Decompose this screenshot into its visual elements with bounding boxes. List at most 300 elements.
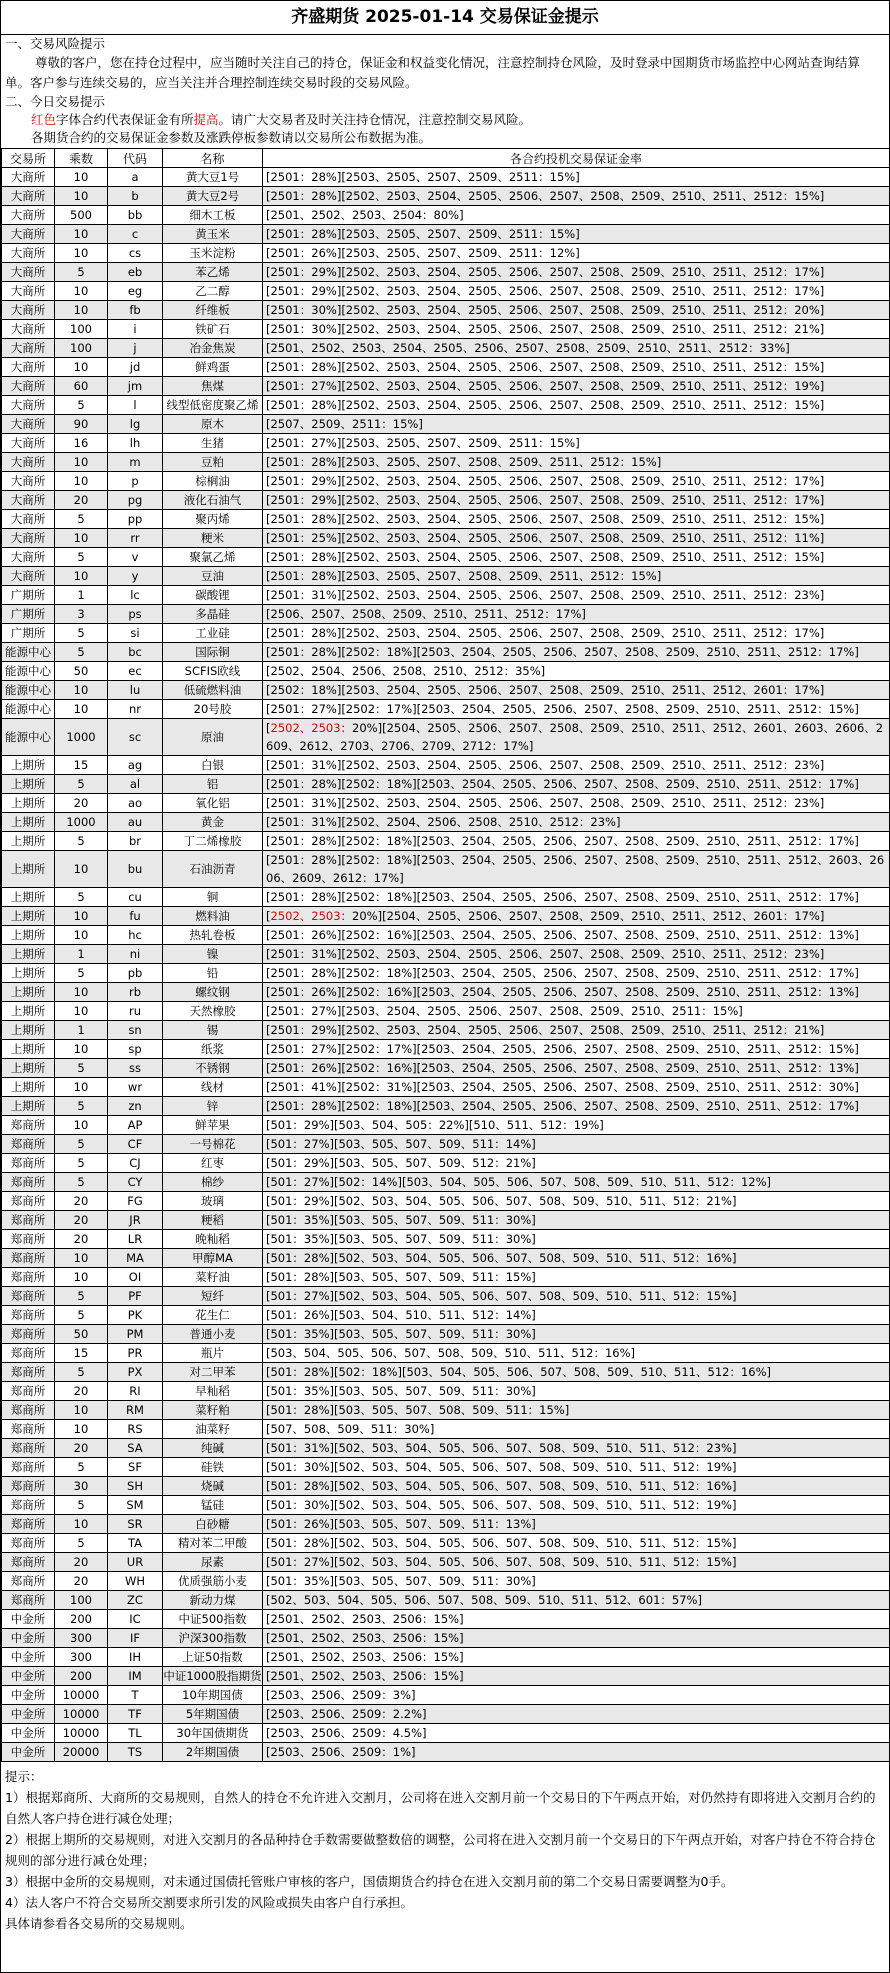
rate-segment: [2503、2504、2505、2506、2507、2508、2509、2510、2511、2512：17%] xyxy=(416,966,859,980)
cell-exchange: 中金所 xyxy=(2,1648,55,1667)
cell-exchange: 上期所 xyxy=(2,888,55,907)
cell-multiplier: 20 xyxy=(55,1211,108,1230)
rate-segment: [501：28%] xyxy=(266,1270,334,1284)
rate-segment: [501：28%] xyxy=(266,1365,334,1379)
rate-segment: [2502：17%] xyxy=(341,1042,417,1056)
cell-exchange: 能源中心 xyxy=(2,719,55,756)
cell-name: 甲醇MA xyxy=(163,1249,263,1268)
rate-segment: [502、503、504、505、506、507、508、509、510、511、512、601：57%] xyxy=(266,1593,702,1607)
margin-table xyxy=(1,148,890,1762)
cell-exchange: 中金所 xyxy=(2,1686,55,1705)
cell-margin-rates xyxy=(263,888,890,907)
note-4: 4）法人客户不符合交易所交割要求所引发的风险或损失由客户自行承担。 xyxy=(5,1895,413,1910)
header-code: 代码 xyxy=(108,149,163,168)
rate-segment: [502、503、504、505、506、507、508、509、510、511、512：16%] xyxy=(333,1479,737,1493)
cell-code: eb xyxy=(108,263,163,282)
cell-multiplier: 5 xyxy=(55,964,108,983)
cell-code: PM xyxy=(108,1325,163,1344)
rate-segment: [501：29%] xyxy=(266,1118,334,1132)
cell-multiplier: 5 xyxy=(55,1135,108,1154)
rate-segment: [2501：28%] xyxy=(266,170,342,184)
cell-multiplier: 10 xyxy=(55,244,108,263)
table-row xyxy=(2,1572,890,1591)
cell-code: bb xyxy=(108,206,163,225)
cell-code: c xyxy=(108,225,163,244)
cell-name: 国际铜 xyxy=(163,643,263,662)
rate-segment: [501：29%] xyxy=(266,1156,334,1170)
cell-code: ss xyxy=(108,1059,163,1078)
rate-segment: [503、505、507、509、511：30%] xyxy=(333,1232,536,1246)
table-row xyxy=(2,907,890,926)
table-body xyxy=(2,168,890,1762)
cell-multiplier: 20 xyxy=(55,1439,108,1458)
rate-segment: [501：29%] xyxy=(266,1194,334,1208)
rate-segment: [2501：28%] xyxy=(266,853,342,867)
rate-segment: [2502、2504、2506、2508、2510、2512：35%] xyxy=(266,664,546,678)
cell-code: m xyxy=(108,453,163,472)
cell-margin-rates xyxy=(263,396,890,415)
rate-segment: [501：35%] xyxy=(266,1327,334,1341)
cell-exchange: 郑商所 xyxy=(2,1458,55,1477)
note-5: 具体请参看各交易所的交易规则。 xyxy=(5,1916,193,1931)
cell-multiplier: 20 xyxy=(55,491,108,510)
cell-multiplier: 1000 xyxy=(55,719,108,756)
table-row xyxy=(2,964,890,983)
table-row xyxy=(2,1420,890,1439)
cell-multiplier: 1 xyxy=(55,586,108,605)
cell-name: 热轧卷板 xyxy=(163,926,263,945)
cell-multiplier: 5 xyxy=(55,1496,108,1515)
table-row xyxy=(2,813,890,832)
cell-exchange: 郑商所 xyxy=(2,1534,55,1553)
cell-name: 红枣 xyxy=(163,1154,263,1173)
cell-exchange: 大商所 xyxy=(2,320,55,339)
cell-code: IF xyxy=(108,1629,163,1648)
rate-segment: [2501：28%] xyxy=(266,834,342,848)
cell-margin-rates xyxy=(263,1040,890,1059)
rate-segment: [2502：16%] xyxy=(341,1061,417,1075)
cell-multiplier: 5 xyxy=(55,263,108,282)
rate-segment: [2501：28%] xyxy=(266,645,342,659)
rate-segment: [2502：17%] xyxy=(341,702,417,716)
risk-heading: 一、交易风险提示 xyxy=(5,36,106,51)
table-row xyxy=(2,1477,890,1496)
cell-code: TA xyxy=(108,1534,163,1553)
table-row xyxy=(2,1173,890,1192)
cell-multiplier: 10 xyxy=(55,282,108,301)
cell-multiplier: 10 xyxy=(55,1116,108,1135)
risk-text: 尊敬的客户，您在持仓过程中，应当随时关注自己的持仓，保证金和权益变化情况，注意控制持仓风险，及时登录中国期货市场监控中心网站查询结算单。客户参与连续交易的，应当关注并合理控制连续交易时段的交易风险。 xyxy=(5,55,861,90)
rate-segment: [2501：29%] xyxy=(266,265,342,279)
cell-name: 镍 xyxy=(163,945,263,964)
red-keyword: 红色 xyxy=(31,112,57,127)
cell-exchange: 上期所 xyxy=(2,832,55,851)
rate-segment: [2501：26%] xyxy=(266,985,342,999)
cell-exchange: 郑商所 xyxy=(2,1515,55,1534)
table-header-row xyxy=(2,149,890,168)
cell-multiplier: 5 xyxy=(55,1306,108,1325)
cell-multiplier: 50 xyxy=(55,1325,108,1344)
rate-segment: [2501：25%] xyxy=(266,531,342,545)
cell-margin-rates xyxy=(263,263,890,282)
cell-margin-rates xyxy=(263,605,890,624)
cell-name: 冶金焦炭 xyxy=(163,339,263,358)
cell-name: 中证1000股指期货 xyxy=(163,1667,263,1686)
cell-code: ag xyxy=(108,756,163,775)
rate-segment: [2501：30%] xyxy=(266,322,342,336)
cell-name: 液化石油气 xyxy=(163,491,263,510)
rate-segment: [503、504、505、506、507、508、509、510、511、512：12%] xyxy=(401,1175,772,1189)
cell-exchange: 上期所 xyxy=(2,756,55,775)
table-row xyxy=(2,1325,890,1344)
cell-exchange: 大商所 xyxy=(2,168,55,187)
cell-multiplier: 5 xyxy=(55,1173,108,1192)
note-3: 3）根据中金所的交易规则，对未通过国债托管账户审核的客户，国债期货合约持仓在进入交割月前的第二个交易日需要调整为0手。 xyxy=(5,1874,734,1889)
cell-name: 原木 xyxy=(163,415,263,434)
cell-exchange: 上期所 xyxy=(2,1002,55,1021)
rate-segment: [2501：31%] xyxy=(266,758,342,772)
rate-segment: [2502、2503、2504、2505、2506、2507、2508、2509、2510、2511、2512：19%] xyxy=(341,379,825,393)
rate-segment: [2503、2504、2505、2506、2507、2508、2509、2510、2511、2512：15%] xyxy=(416,1042,859,1056)
cell-multiplier: 20 xyxy=(55,1382,108,1401)
cell-exchange: 郑商所 xyxy=(2,1230,55,1249)
cell-name: SCFIS欧线 xyxy=(163,662,263,681)
table-row xyxy=(2,301,890,320)
cell-margin-rates xyxy=(263,1572,890,1591)
cell-code: pg xyxy=(108,491,163,510)
cell-exchange: 上期所 xyxy=(2,1021,55,1040)
rate-segment: [501：27%] xyxy=(266,1289,334,1303)
rate-segment: [501：28%] xyxy=(266,1403,334,1417)
table-row xyxy=(2,1515,890,1534)
cell-multiplier: 20000 xyxy=(55,1743,108,1762)
cell-exchange: 郑商所 xyxy=(2,1382,55,1401)
cell-name: 乙二醇 xyxy=(163,282,263,301)
cell-name: 黄大豆1号 xyxy=(163,168,263,187)
table-row xyxy=(2,187,890,206)
cell-multiplier: 100 xyxy=(55,320,108,339)
rate-segment: [2503、2506、2509：2.2%] xyxy=(266,1707,427,1721)
rate-segment: [503、505、507、509、511：14%] xyxy=(333,1137,536,1151)
cell-code: eg xyxy=(108,282,163,301)
cell-code: bu xyxy=(108,851,163,888)
cell-margin-rates xyxy=(263,586,890,605)
rate-segment: ：20%] xyxy=(340,909,383,923)
cell-exchange: 郑商所 xyxy=(2,1344,55,1363)
cell-name: 纯碱 xyxy=(163,1439,263,1458)
cell-exchange: 大商所 xyxy=(2,244,55,263)
rate-segment: [501：35%] xyxy=(266,1213,334,1227)
header-exchange: 交易所 xyxy=(2,149,55,168)
rate-segment: [2501：28%] xyxy=(266,569,342,583)
rate-segment: [2501：28%] xyxy=(266,550,342,564)
rate-segment: [2503、2505、2507、2509、2511：15%] xyxy=(341,227,580,241)
rate-segment: [2502、2503、2504、2505、2506、2507、2508、2509、2510、2511、2512：21%] xyxy=(341,322,825,336)
cell-margin-rates xyxy=(263,1743,890,1762)
cell-name: 粳稻 xyxy=(163,1211,263,1230)
table-row xyxy=(2,1610,890,1629)
cell-margin-rates xyxy=(263,1439,890,1458)
cell-exchange: 上期所 xyxy=(2,794,55,813)
cell-code: zn xyxy=(108,1097,163,1116)
cell-exchange: 大商所 xyxy=(2,282,55,301)
rate-segment: [503、505、507、509、511：30%] xyxy=(333,1384,536,1398)
cell-exchange: 郑商所 xyxy=(2,1572,55,1591)
table-row xyxy=(2,1667,890,1686)
cell-name: 粳米 xyxy=(163,529,263,548)
cell-margin-rates xyxy=(263,1325,890,1344)
cell-name: 短纤 xyxy=(163,1287,263,1306)
cell-name: 菜籽粕 xyxy=(163,1401,263,1420)
rate-segment: [2503、2505、2507、2509、2511：15%] xyxy=(341,170,580,184)
cell-exchange: 中金所 xyxy=(2,1705,55,1724)
table-row xyxy=(2,1458,890,1477)
cell-margin-rates xyxy=(263,964,890,983)
cell-name: 黄玉米 xyxy=(163,225,263,244)
cell-multiplier: 5 xyxy=(55,548,108,567)
cell-margin-rates xyxy=(263,1078,890,1097)
cell-margin-rates xyxy=(263,624,890,643)
cell-name: 沪深300指数 xyxy=(163,1629,263,1648)
rate-segment: [2501：28%] xyxy=(266,626,342,640)
table-row xyxy=(2,1743,890,1762)
cell-code: jd xyxy=(108,358,163,377)
cell-code: sn xyxy=(108,1021,163,1040)
cell-code: ru xyxy=(108,1002,163,1021)
cell-code: l xyxy=(108,396,163,415)
cell-code: lh xyxy=(108,434,163,453)
cell-name: 聚丙烯 xyxy=(163,510,263,529)
cell-multiplier: 100 xyxy=(55,1591,108,1610)
rate-segment: [2503、2504、2505、2506、2507、2508、2509、2510、2511、2512：13%] xyxy=(416,1061,859,1075)
cell-name: 10年期国债 xyxy=(163,1686,263,1705)
rate-segment: [2501：27%] xyxy=(266,379,342,393)
cell-code: SM xyxy=(108,1496,163,1515)
cell-margin-rates xyxy=(263,1249,890,1268)
cell-name: 低硫燃料油 xyxy=(163,681,263,700)
cell-margin-rates xyxy=(263,1648,890,1667)
rate-segment: [2502：18%] xyxy=(341,834,417,848)
cell-margin-rates xyxy=(263,1667,890,1686)
cell-name: 碳酸锂 xyxy=(163,586,263,605)
cell-exchange: 郑商所 xyxy=(2,1496,55,1515)
rate-segment: [2502：18%] xyxy=(341,777,417,791)
rate-segment: [2502：18%] xyxy=(341,1099,417,1113)
table-row xyxy=(2,1553,890,1572)
cell-margin-rates xyxy=(263,643,890,662)
rate-segment: [2501：28%] xyxy=(266,398,342,412)
table-row xyxy=(2,206,890,225)
rate-segment: [2502：18%] xyxy=(341,966,417,980)
rate-segment: [2501：26%] xyxy=(266,246,342,260)
cell-name: 优质强筋小麦 xyxy=(163,1572,263,1591)
cell-code: rr xyxy=(108,529,163,548)
cell-margin-rates xyxy=(263,491,890,510)
cell-exchange: 上期所 xyxy=(2,983,55,1002)
rate-segment: [2502、2503、2504、2505、2506、2507、2508、2509、2510、2511、2512：17%] xyxy=(341,265,825,279)
cell-margin-rates xyxy=(263,945,890,964)
cell-code: FG xyxy=(108,1192,163,1211)
cell-multiplier: 15 xyxy=(55,756,108,775)
cell-multiplier: 10 xyxy=(55,358,108,377)
cell-margin-rates xyxy=(263,1553,890,1572)
table-row xyxy=(2,1249,890,1268)
cell-name: 锌 xyxy=(163,1097,263,1116)
table-row xyxy=(2,1154,890,1173)
table-row xyxy=(2,453,890,472)
cell-exchange: 上期所 xyxy=(2,1059,55,1078)
cell-margin-rates xyxy=(263,1515,890,1534)
cell-code: IC xyxy=(108,1610,163,1629)
cell-margin-rates xyxy=(263,1401,890,1420)
cell-margin-rates xyxy=(263,377,890,396)
cell-name: 黄大豆2号 xyxy=(163,187,263,206)
cell-name: 工业硅 xyxy=(163,624,263,643)
cell-multiplier: 10 xyxy=(55,681,108,700)
cell-exchange: 大商所 xyxy=(2,396,55,415)
cell-code: PK xyxy=(108,1306,163,1325)
table-row xyxy=(2,794,890,813)
table-row xyxy=(2,1534,890,1553)
table-row xyxy=(2,624,890,643)
cell-exchange: 郑商所 xyxy=(2,1268,55,1287)
cell-code: TS xyxy=(108,1743,163,1762)
cell-multiplier: 15 xyxy=(55,1344,108,1363)
table-row xyxy=(2,700,890,719)
cell-name: 铜 xyxy=(163,888,263,907)
cell-multiplier: 5 xyxy=(55,832,108,851)
rate-segment: [2502：18%] xyxy=(341,645,417,659)
cell-exchange: 郑商所 xyxy=(2,1135,55,1154)
cell-multiplier: 10 xyxy=(55,1268,108,1287)
cell-margin-rates xyxy=(263,529,890,548)
today-text-line xyxy=(1,111,889,129)
cell-margin-rates xyxy=(263,851,890,888)
rate-segment: [502、503、504、505、506、507、508、509、510、511、512：21%] xyxy=(333,1194,737,1208)
cell-code: i xyxy=(108,320,163,339)
cell-code: jm xyxy=(108,377,163,396)
cell-margin-rates xyxy=(263,1344,890,1363)
cell-name: 玉米淀粉 xyxy=(163,244,263,263)
today-heading: 二、今日交易提示 xyxy=(5,94,106,109)
rate-segment: [503、504、510、511、512：14%] xyxy=(333,1308,536,1322)
rate-segment: [502、503、504、505、506、507、508、509、510、511、512：23%] xyxy=(333,1441,737,1455)
rate-segment: [2502、2503、2504、2505、2506、2507、2508、2509、2510、2511、2512：11%] xyxy=(341,531,825,545)
cell-code: UR xyxy=(108,1553,163,1572)
cell-name: 20号胶 xyxy=(163,700,263,719)
cell-exchange: 郑商所 xyxy=(2,1287,55,1306)
rate-segment: [2503、2506、2509：1%] xyxy=(266,1745,416,1759)
rate-segment: [2503、2504、2505、2506、2507、2508、2509、2510、2511、2512、2603、2606、2609、2612：17%] xyxy=(266,853,885,885)
cell-multiplier: 10 xyxy=(55,851,108,888)
cell-name: 对二甲苯 xyxy=(163,1363,263,1382)
rate-segment: [503、505、507、509、512：21%] xyxy=(333,1156,536,1170)
rate-segment: [2503、2504、2505、2506、2507、2508、2509、2510、2511、2512：17%] xyxy=(416,777,859,791)
cell-margin-rates xyxy=(263,1610,890,1629)
rate-segment: [2502、2503、2504、2505、2506、2507、2508、2509、2510、2511、2512：15%] xyxy=(341,398,825,412)
table-row xyxy=(2,1686,890,1705)
note-2: 2）根据上期所的交易规则，对进入交割月的各品种持仓手数需要做整数倍的调整，公司将在进入交割月前一个交易日的下午两点开始，对客户持仓不符合持仓规则的部分进行减仓处理； xyxy=(5,1832,876,1868)
cell-name: 线型低密度聚乙烯 xyxy=(163,396,263,415)
table-row xyxy=(2,1211,890,1230)
rate-segment: [2501：27%] xyxy=(266,436,342,450)
cell-code: a xyxy=(108,168,163,187)
table-row xyxy=(2,926,890,945)
cell-name: 菜籽油 xyxy=(163,1268,263,1287)
cell-multiplier: 10 xyxy=(55,529,108,548)
rate-segment: [501：26%] xyxy=(266,1308,334,1322)
today-text-b: 。请广大交易者及时关注持仓情况，注意控制交易风险。 xyxy=(218,112,532,127)
cell-code: p xyxy=(108,472,163,491)
table-row xyxy=(2,1059,890,1078)
cell-name: 聚氯乙烯 xyxy=(163,548,263,567)
rate-segment: [2504、2505、2506、2507、2508、2509、2510、2511、2512、2601、2603、2606、2609、2612、2703、2706、2709、2712：17%] xyxy=(266,721,884,753)
cell-multiplier: 5 xyxy=(55,396,108,415)
page-title: 齐盛期货 2025-01-14 交易保证金提示 xyxy=(1,1,889,35)
cell-exchange: 大商所 xyxy=(2,187,55,206)
rate-segment: [2502、2504、2506、2508、2510、2512：23%] xyxy=(341,815,621,829)
cell-code: b xyxy=(108,187,163,206)
table-row xyxy=(2,358,890,377)
cell-multiplier: 5 xyxy=(55,1154,108,1173)
table-row xyxy=(2,605,890,624)
rate-segment: [502：14%] xyxy=(333,1175,402,1189)
cell-multiplier: 5 xyxy=(55,1059,108,1078)
rate-segment: [2503、2504、2505、2506、2507、2508、2509、2510、2511、2512：17%] xyxy=(416,834,859,848)
table-row xyxy=(2,548,890,567)
cell-exchange: 上期所 xyxy=(2,907,55,926)
rate-segment: [502、503、504、505、506、507、508、509、510、511、512：19%] xyxy=(333,1498,737,1512)
cell-code: si xyxy=(108,624,163,643)
note-1: 1）根据郑商所、大商所的交易规则，自然人的持仓不允许进入交割月，公司将在进入交割月前一个交易日的下午两点开始，对仍然持有即将进入交割月合约的自然人客户持仓进行减仓处理； xyxy=(5,1790,876,1826)
cell-multiplier: 10 xyxy=(55,700,108,719)
rate-segment: [2503、2506、2509：4.5%] xyxy=(266,1726,427,1740)
cell-margin-rates xyxy=(263,700,890,719)
rate-segment: [2501：28%] xyxy=(266,189,342,203)
cell-exchange: 广期所 xyxy=(2,586,55,605)
cell-multiplier: 10 xyxy=(55,926,108,945)
cell-margin-rates xyxy=(263,244,890,263)
cell-name: 硅铁 xyxy=(163,1458,263,1477)
cell-margin-rates xyxy=(263,1192,890,1211)
rate-segment: [2501：28%] xyxy=(266,1099,342,1113)
table-row xyxy=(2,662,890,681)
cell-multiplier: 300 xyxy=(55,1629,108,1648)
cell-exchange: 郑商所 xyxy=(2,1439,55,1458)
cell-code: ni xyxy=(108,945,163,964)
cell-multiplier: 500 xyxy=(55,206,108,225)
rate-segment: [2501：27%] xyxy=(266,1004,342,1018)
table-row xyxy=(2,491,890,510)
cell-margin-rates xyxy=(263,339,890,358)
table-row xyxy=(2,681,890,700)
rate-segment: [2502、2503、2504、2505、2506、2507、2508、2509、2510、2511、2512：20%] xyxy=(341,303,825,317)
rate-segment: [503、505、507、509、511：30%] xyxy=(333,1574,536,1588)
cell-margin-rates xyxy=(263,1496,890,1515)
cell-multiplier: 30 xyxy=(55,1477,108,1496)
cell-code: SF xyxy=(108,1458,163,1477)
cell-exchange: 大商所 xyxy=(2,548,55,567)
rate-segment: [2502、2503、2504、2505、2506、2507、2508、2509、2510、2511、2512：23%] xyxy=(341,588,825,602)
table-row xyxy=(2,1021,890,1040)
cell-multiplier: 1 xyxy=(55,945,108,964)
table-row xyxy=(2,282,890,301)
cell-exchange: 郑商所 xyxy=(2,1192,55,1211)
cell-exchange: 大商所 xyxy=(2,358,55,377)
cell-exchange: 郑商所 xyxy=(2,1173,55,1192)
rate-segment: [501：35%] xyxy=(266,1574,334,1588)
table-row xyxy=(2,1629,890,1648)
